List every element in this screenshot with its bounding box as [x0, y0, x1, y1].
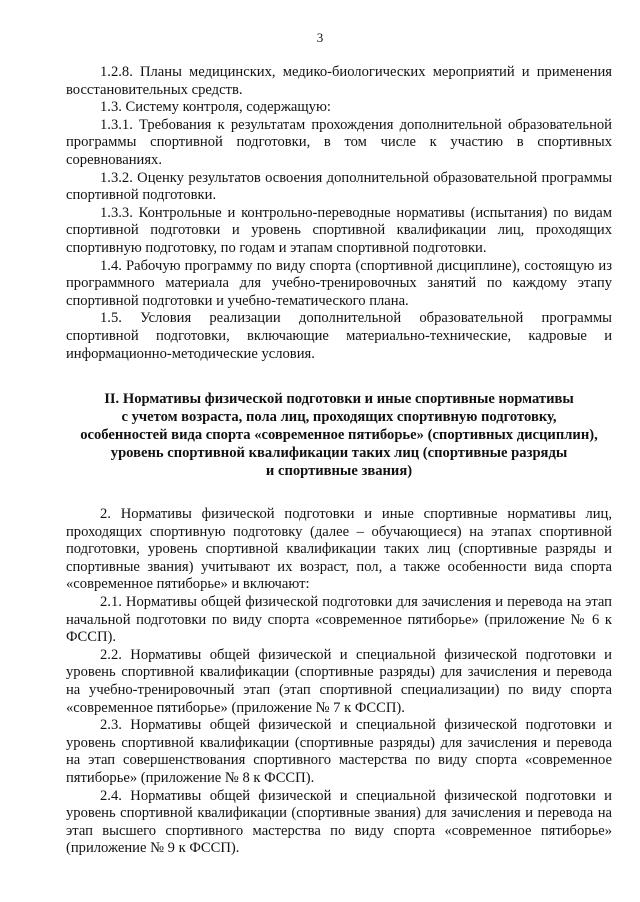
paragraph-2-3: 2.3. Нормативы общей физической и специальной физической подготовки и уровень спортивной квалификации (спортивные разряды) для зачисления и перевода на этап совершенствования спортивного мастерства по виду спорта «современное пятиборье» (приложение № 8 к ФССП).	[66, 717, 612, 786]
page-number: 3	[316, 30, 324, 45]
paragraph-1-3: 1.3. Систему контроля, содержащую:	[100, 99, 331, 116]
section-heading-line: II. Нормативы физической подготовки и иные спортивные нормативы	[104, 391, 574, 408]
paragraph-1-3-2: 1.3.2. Оценку результатов освоения дополнительной образовательной программы спортивной подготовки.	[66, 169, 612, 204]
section-heading-line: уровень спортивной квалификации таких лиц (спортивные разряды	[110, 445, 568, 462]
paragraph-2: 2. Нормативы физической подготовки и иные спортивные нормативы лиц, проходящих спортивную подготовку (далее – обучающиеся) на этапах спортивной подготовки, уровень спортивной квалификации таких лиц (спортивные разряды и спортивные звания) учитывают их возраст, пол, а также особенности вида спорта «современное пятиборье» и включают:	[66, 506, 612, 593]
paragraph-2-1: 2.1. Нормативы общей физической подготовки для зачисления и перевода на этап начальной подготовки по виду спорта «современное пятиборье» (приложение № 6 к ФССП).	[66, 594, 612, 646]
section-heading	[66, 390, 612, 480]
section-heading-line: особенностей вида спорта «современное пятиборье» (спортивных дисциплин),	[80, 427, 598, 444]
section-heading-line: и спортивные звания)	[265, 463, 413, 480]
paragraph-2-4: 2.4. Нормативы общей физической и специальной физической подготовки и уровень спортивной квалификации (спортивные звания) для зачисления и перевода на этап высшего спортивного мастерства по виду спорта «современное пятиборье» (приложение № 9 к ФССП).	[66, 787, 612, 857]
paragraph-1-5: 1.5. Условия реализации дополнительной образовательной программы спортивной подготовки, включающие материально-технические, кадровые и информационно-методические условия.	[66, 310, 612, 362]
document-body	[66, 64, 612, 858]
paragraph-2-2: 2.2. Нормативы общей физической и специальной физической подготовки и уровень спортивной квалификации (спортивные разряды) для зачисления и перевода на учебно-тренировочный этап (этап спортивной специализации) по виду спорта «современное пятиборье» (приложение № 7 к ФССП).	[66, 646, 612, 716]
paragraph-1-4: 1.4. Рабочую программу по виду спорта (спортивной дисциплине), состоящую из программного материала для учебно-тренировочных занятий по каждому этапу спортивной подготовки и учебно-тематического плана.	[66, 257, 612, 309]
section-heading-line: с учетом возраста, пола лиц, проходящих спортивную подготовку,	[121, 409, 557, 426]
paragraph-1-2-8: 1.2.8. Планы медицинских, медико-биологических мероприятий и применения восстановительных средств.	[66, 64, 612, 98]
paragraph-1-3-3: 1.3.3. Контрольные и контрольно-переводные нормативы (испытания) по видам спортивной подготовки и уровень спортивной квалификации лиц, проходящих спортивную подготовку, по годам и этапам спортивной подготовки.	[66, 204, 612, 256]
paragraph-1-3-1: 1.3.1. Требования к результатам прохождения дополнительной образовательной программы спортивной подготовки, в том числе к участию в спортивных соревнованиях.	[66, 116, 612, 168]
